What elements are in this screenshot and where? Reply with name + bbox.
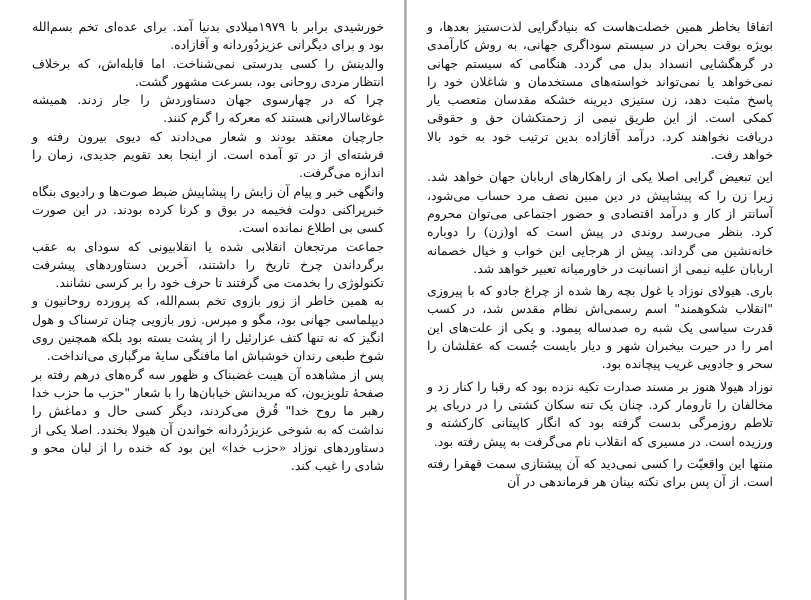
right-paragraph-5: منتها این واقعیّت را کسی نمی‌دید که آن پیشتازی سمت قهقرا رفته است. از آن پس برای نکته بینان هر فرماندهی در آن <box>427 455 773 490</box>
left-paragraph-4: جارچیان معتقد بودند و شعار می‌دادند که دیوی بیرون رفته و فرشته‌ای از در تو آمده است. از اینجا بعد تقویم جدیدی، زمان را اندازه می‌گرفت. <box>32 128 384 181</box>
left-paragraph-2: والدینش را کسی بدرستی نمی‌شناخت. اما قابله‌اش، که برخلاف انتظار مردی روحانی بود، بسرعت مشهور گشت. <box>32 55 384 89</box>
left-paragraph-6: جماعت مرتجعان انقلابی شده یا انقلابیونی که سودای به عقب برگرداندن چرخ تاریخ را داشتند، آخرین دستاوردهای پیشرفت تکنولوژی را بخدمت می گرفتند تا حرف خود را بر کرسی نشانند. <box>32 238 384 291</box>
right-paragraph-2: این تبعیض گرایی اصلا یکی از راهکارهای اربابان جهان خواهد شد. زیرا زن را که پیشاپیش در دین مبین نصف مرد حساب می‌شود، آسانتر از کار و درآمد اقتصادی و حضور اجتماعی می‌توان محروم کرد. بنظر می‌رسد روندی در پیش است که او(زن) را دوباره خانه‌نشین می گرداند. پیش از هرجایی این خواب و خیال خصمانه اربابان علیه نیمی از انسانیت در خاورمیانه تعبیر خواهد شد. <box>427 169 773 276</box>
right-paragraph-1: اتفاقا بخاطر همین خصلت‌هاست که بنیادگرایی لذت‌ستیز بعدها، و بویژه بوقت بحران در سیستم سوداگری جهانی، به روش کارآمدی در گرهگشایی انسداد بدل می گردد. هنگامی که سیستم جهانی نمی‌خواهد یا نمی‌تواند خواسته‌های مستخدمان و شاغلان خود را پاسخ مثبت دهد، زن ستیزی دیرینه خشکه مقدسان متعصب یار کمکی است. از این طریق نیمی از زحمتکشان حق و حقوقی دریافت نخواهند کرد. درآمد آقازاده بدین ترتیب خود به خود بالا خواهد رفت. <box>427 19 773 163</box>
left-paragraph-1: خورشیدی برابر با ۱۹۷۹میلادی بدنیا آمد. برای عده‌ای تخم بسم‌الله بود و برای دیگرانی عزیزدُوردانه و آقازاده. <box>32 19 384 53</box>
right-page <box>407 0 811 600</box>
left-paragraph-3: چرا که در چهارسوی جهان دستاوردش را جار زدند. همیشه غوغاسالارانی هستند که معرکه را گرم کنند. <box>32 92 384 126</box>
left-paragraph-5: وانگهی خبر و پیام آن زایش را پیشاپیش ضبط صوت‌ها و رادیوی بنگاه خبرپراکنی دولت فخیمه در بوق و کرنا کرده بودند. در این صورت کسی بی اطلاع نمانده است. <box>32 183 384 236</box>
left-paragraph-8: پس از مشاهده آن هیبت غضبناک و ظهور سه گره‌های درهم رفته بر صفحهٔ تلویزیون، که مریدانش خیابان‌ها را با شعار "حزب ما حزب خدا رهبر ما روح خدا" قُرق می‌کردند، دیگر کسی حال و دماغش را نداشت که به شوخی عزیزدُردانه خواندن آن هیولا بخندد. اصلا یکی از دستاوردهای نوزاد «حزب خدا» این بود که خنده را از لبان محو و شادی را غیب کند. <box>32 366 384 474</box>
right-paragraph-4: نوزاد هیولا هنوز بر مسند صدارت تکیه نزده بود که رقبا را کنار زد و مخالفان را تارومار کرد. چنان یک تنه سکان کشتی را در دریای پر تلاطم روزمرگی بدست گرفته بود که انگار کاپیتانی کارکشته و ورزیده است. در مسیری که انقلاب نام می‌گرفت به پیش رفته بود. <box>427 378 773 449</box>
right-paragraph-3: باری. هیولای نوزاد یا غول بچه رها شده از چراغ جادو که با پیروزی "انقلاب شکوهمند" اسم رسمی‌اش نظام مقدس شد، در کسب قدرت سیاسی یک شبه ره صدساله پیمود. و یکی از علت‌های این امر را در حیرت بیخبران شهر و دیار بایست جُست که عقلشان را سحر و جادویی غریب پیچانده بود. <box>427 283 773 372</box>
left-paragraph-7: به همین خاطر از زور بازوی تخم بسم‌الله، که پرورده روحانیون و دیپلماسی جهانی بود، مگو و مپرس. زور بازویی چنان ترسناک و هول انگیز که نه تنها کتف عزارئیل را از پشت بسته بود بلکه همچنین روی شوخ طبعی رندان خوشباش اما مافنگی سایهٔ مرگباری می‌انداخت. <box>32 293 384 364</box>
left-page <box>0 0 404 600</box>
